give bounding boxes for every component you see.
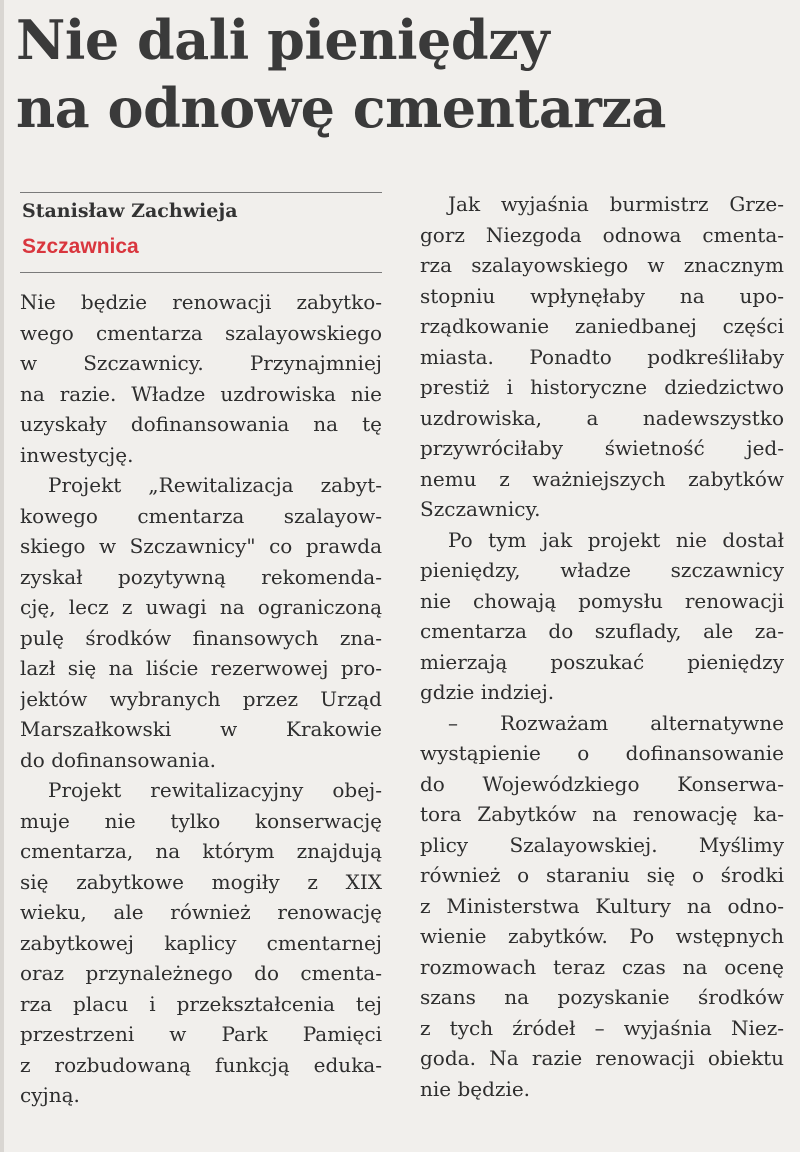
text-line: zabytkowej kaplicy cmentarnej bbox=[20, 930, 382, 955]
text-line: plicy Szalayowskiej. Myślimy bbox=[420, 832, 784, 857]
text-line: goda. Na razie renowacji obiektu bbox=[420, 1046, 784, 1070]
text-line: również o staraniu się o środki bbox=[420, 863, 784, 887]
text-line: mierzają poszukać pieniędzy bbox=[420, 649, 784, 674]
text-line: przestrzeni w Park Pamięci bbox=[20, 1022, 382, 1046]
author-location: Szczawnica bbox=[22, 235, 139, 258]
text-line: cję, lecz z uwagi na ograniczoną bbox=[20, 595, 382, 619]
text-line: wystąpienie o dofinansowanie bbox=[420, 741, 784, 765]
text-line: uzyskały dofinansowania na tę bbox=[20, 412, 382, 436]
author-name: Stanisław Zachwieja bbox=[22, 200, 238, 222]
headline-line-1: Nie dali pieniędzy bbox=[16, 8, 550, 72]
page-edge bbox=[0, 0, 4, 1152]
text-line: Po tym jak projekt nie dostał bbox=[448, 527, 784, 552]
text-line: rza szalayowskiego w znacznym bbox=[420, 253, 784, 277]
text-line: muje nie tylko konserwację bbox=[20, 808, 382, 833]
text-line: miasta. Ponadto podkreśliłaby bbox=[420, 344, 784, 369]
text-line: z Ministerstwa Kultury na odno- bbox=[420, 893, 784, 918]
text-line: lazł się na liście rezerwowej pro- bbox=[20, 656, 382, 680]
text-line: Nie będzie renowacji zabytko- bbox=[20, 290, 382, 314]
text-line: rządkowanie zaniedbanej części bbox=[420, 314, 784, 338]
text-line: nie będzie. bbox=[420, 1076, 531, 1101]
text-line: wienie zabytków. Po wstępnych bbox=[420, 924, 784, 948]
text-line: prestiż i historyczne dziedzictwo bbox=[420, 375, 784, 399]
text-line: Jak wyjaśnia burmistrz Grze- bbox=[448, 192, 784, 216]
text-line: gorz Niezgoda odnowa cmenta- bbox=[420, 222, 784, 247]
headline bbox=[16, 6, 786, 142]
text-line: nemu z ważniejszych zabytków bbox=[420, 466, 784, 491]
text-line: pieniędzy, władze szczawnicy bbox=[420, 558, 784, 582]
text-line: Projekt „Rewitalizacja zabyt- bbox=[48, 473, 382, 497]
text-line: wieku, ale również renowację bbox=[20, 900, 382, 924]
text-line: na razie. Władze uzdrowiska nie bbox=[20, 381, 382, 406]
byline-rule-bottom bbox=[20, 272, 382, 273]
text-line: cyjną. bbox=[20, 1083, 80, 1107]
text-line: kowego cmentarza szalayow- bbox=[20, 503, 382, 528]
text-line: inwestycję. bbox=[20, 442, 134, 467]
text-line: tora Zabytków na renowację ka- bbox=[420, 802, 784, 826]
text-line: skiego w Szczawnicy" co prawda bbox=[20, 534, 382, 558]
text-line: jektów wybranych przez Urząd bbox=[20, 686, 382, 711]
article-right-column bbox=[420, 189, 784, 1104]
text-line: Marszałkowski w Krakowie bbox=[20, 717, 382, 741]
text-line: – Rozważam alternatywne bbox=[448, 710, 784, 735]
text-line: rza placu i przekształcenia tej bbox=[20, 991, 382, 1016]
text-line: Projekt rewitalizacyjny obej- bbox=[48, 778, 382, 802]
text-line: uzdrowiska, a nadewszystko bbox=[420, 405, 784, 430]
text-line: zyskał pozytywną rekomenda- bbox=[20, 564, 382, 589]
text-line: stopniu wpłynęłaby na upo- bbox=[420, 283, 784, 308]
article-left-column bbox=[20, 287, 382, 1111]
headline-line-2: na odnowę cmentarza bbox=[16, 76, 666, 140]
text-line: Szczawnicy. bbox=[420, 497, 541, 521]
text-line: pulę środków finansowych zna- bbox=[20, 625, 382, 650]
text-line: rozmowach teraz czas na ocenę bbox=[420, 954, 784, 979]
text-line: wego cmentarza szalayowskiego bbox=[20, 320, 382, 345]
text-line: cmentarza, na którym znajdują bbox=[20, 839, 382, 863]
text-line: do Wojewódzkiego Konserwa- bbox=[420, 771, 784, 796]
byline-rule-top bbox=[20, 192, 382, 193]
text-line: gdzie indziej. bbox=[420, 680, 555, 704]
text-line: z tych źródeł – wyjaśnia Niez- bbox=[420, 1015, 784, 1040]
text-line: szans na pozyskanie środków bbox=[420, 985, 784, 1009]
text-line: nie chowają pomysłu renowacji bbox=[420, 588, 784, 613]
text-line: cmentarza do szuflady, ale za- bbox=[420, 619, 784, 643]
text-line: przywróciłaby świetność jed- bbox=[420, 436, 784, 460]
text-line: do dofinansowania. bbox=[20, 747, 216, 772]
text-line: oraz przynależnego do cmenta- bbox=[20, 961, 382, 985]
text-line: się zabytkowe mogiły z XIX bbox=[20, 869, 382, 894]
text-line: z rozbudowaną funkcją eduka- bbox=[20, 1052, 382, 1077]
text-line: w Szczawnicy. Przynajmniej bbox=[20, 351, 382, 375]
